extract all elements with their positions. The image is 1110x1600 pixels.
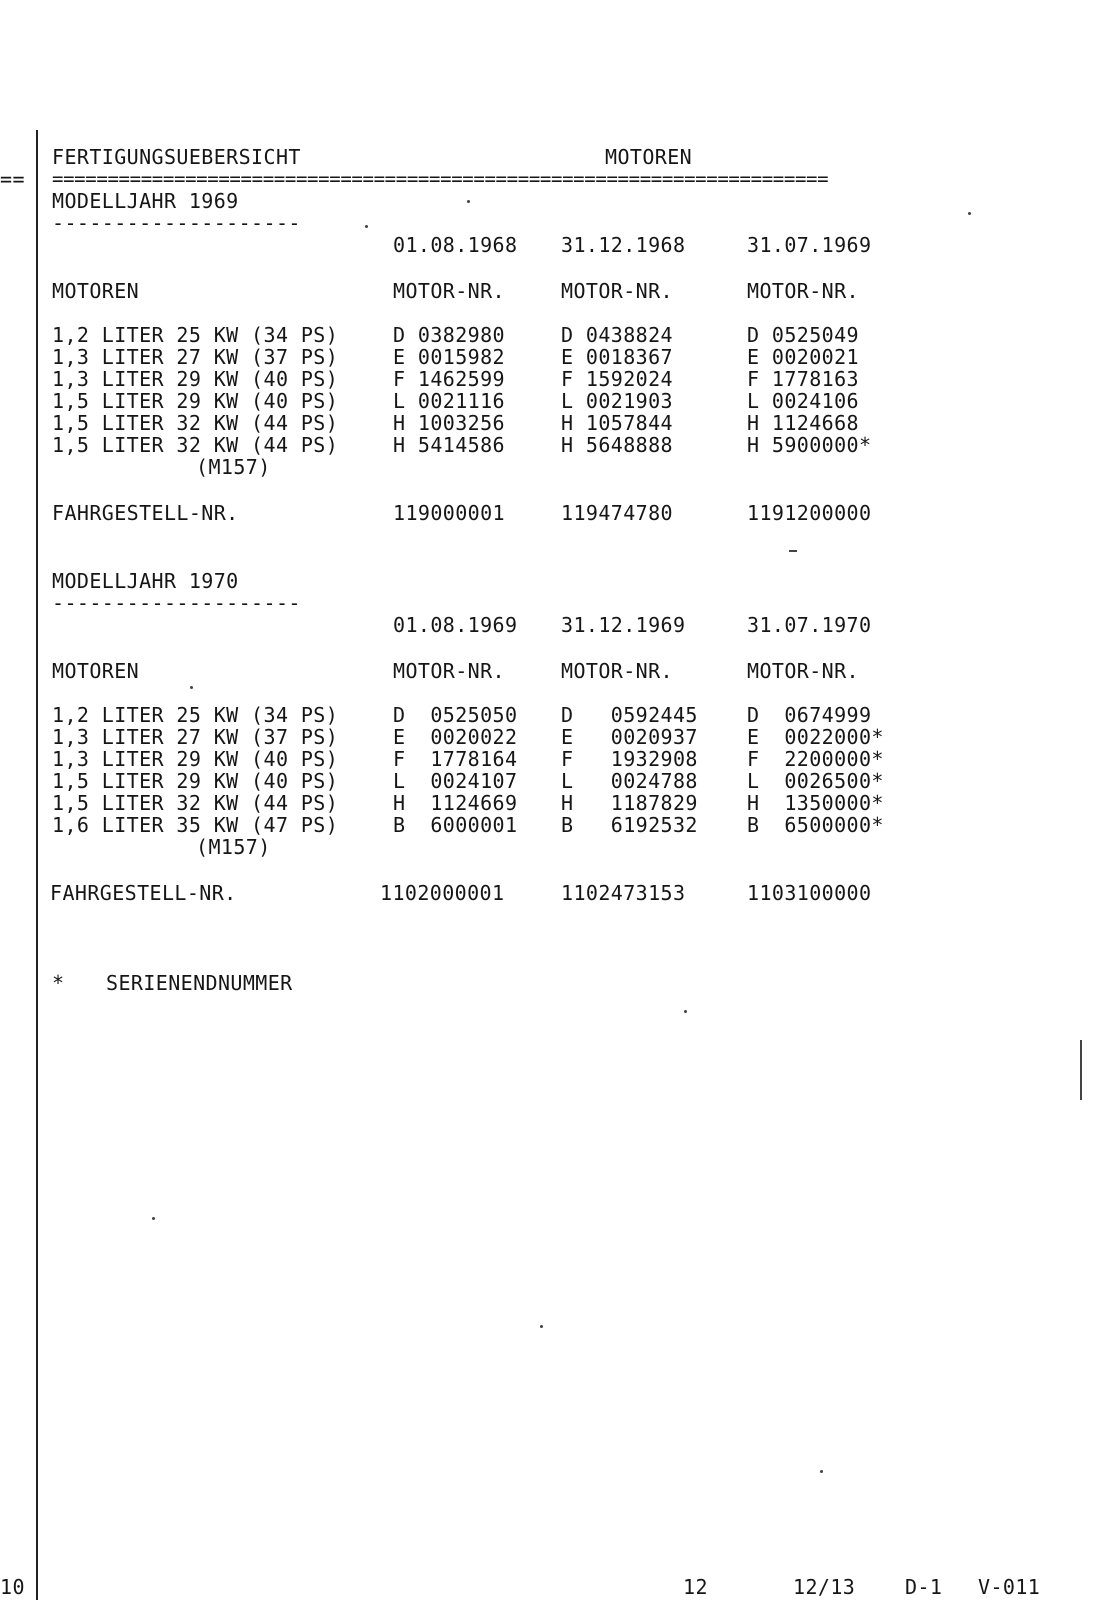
engine-desc: 1,5 LITER 29 KW (40 PS)	[52, 769, 339, 793]
engine-desc: 1,5 LITER 32 KW (44 PS)	[52, 433, 339, 457]
col-header-1: MOTOR-NR.	[393, 659, 505, 683]
motor-nr-end: D 0674999	[747, 703, 872, 727]
motor-nr-mid: F 1932908	[561, 747, 698, 771]
chassis-nr-end: 1103100000	[747, 881, 872, 905]
left-margin-rule	[36, 130, 38, 1600]
col-header-3: MOTOR-NR.	[747, 659, 859, 683]
scan-speck	[190, 686, 193, 689]
footer-page-count: 12/13	[793, 1575, 856, 1599]
chassis-nr-mid: 119474780	[561, 501, 673, 525]
footnote-text: SERIENENDNUMMER	[106, 971, 293, 995]
motor-nr-start: E 0015982	[393, 345, 505, 369]
motor-nr-end: F 2200000*	[747, 747, 884, 771]
scan-speck	[820, 1470, 823, 1473]
motor-nr-mid: L 0024788	[561, 769, 698, 793]
engine-desc: 1,5 LITER 32 KW (44 PS)	[52, 791, 339, 815]
date-col-2: 31.12.1968	[561, 233, 686, 257]
motor-nr-mid: E 0018367	[561, 345, 673, 369]
col-header-2: MOTOR-NR.	[561, 659, 673, 683]
date-col-3: 31.07.1970	[747, 613, 872, 637]
date-col-1: 01.08.1968	[393, 233, 518, 257]
motor-nr-start: F 1778164	[393, 747, 518, 771]
motor-nr-start: B 6000001	[393, 813, 518, 837]
footer-number: 12	[683, 1575, 708, 1599]
scan-speck	[540, 1325, 543, 1328]
motor-nr-end: L 0024106	[747, 389, 859, 413]
motors-label: MOTOREN	[52, 659, 140, 683]
engine-code-note: (M157)	[196, 835, 271, 859]
motor-nr-mid: D 0438824	[561, 323, 673, 347]
date-col-2: 31.12.1969	[561, 613, 686, 637]
section-underline: --------------------	[52, 591, 301, 615]
engine-code-note: (M157)	[196, 455, 271, 479]
motor-nr-end: E 0020021	[747, 345, 859, 369]
section-heading: MODELLJAHR 1969	[52, 189, 239, 213]
footer-code-v: V-011	[978, 1575, 1041, 1599]
col-header-1: MOTOR-NR.	[393, 279, 505, 303]
chassis-nr-start: 119000001	[393, 501, 505, 525]
footer-page-left: 10	[0, 1575, 25, 1599]
chassis-label: FAHRGESTELL-NR.	[52, 501, 239, 525]
engine-desc: 1,5 LITER 29 KW (40 PS)	[52, 389, 339, 413]
motor-nr-end: E 0022000*	[747, 725, 884, 749]
scan-speck	[684, 1010, 687, 1013]
engine-desc: 1,2 LITER 25 KW (34 PS)	[52, 323, 339, 347]
footnote-marker: *	[52, 971, 65, 995]
col-header-3: MOTOR-NR.	[747, 279, 859, 303]
section-heading: MODELLJAHR 1970	[52, 569, 239, 593]
motor-nr-start: H 1124669	[393, 791, 518, 815]
motor-nr-mid: D 0592445	[561, 703, 698, 727]
engine-desc: 1,5 LITER 32 KW (44 PS)	[52, 411, 339, 435]
motor-nr-end: B 6500000*	[747, 813, 884, 837]
left-marker: ==	[0, 167, 25, 191]
section-underline: --------------------	[52, 211, 301, 235]
chassis-label: FAHRGESTELL-NR.	[50, 881, 237, 905]
motor-nr-start: H 5414586	[393, 433, 505, 457]
scan-speck	[789, 550, 797, 552]
motor-nr-mid: E 0020937	[561, 725, 698, 749]
motor-nr-end: H 1350000*	[747, 791, 884, 815]
engine-desc: 1,3 LITER 27 KW (37 PS)	[52, 725, 339, 749]
motor-nr-mid: H 1057844	[561, 411, 673, 435]
scan-speck	[968, 212, 971, 215]
motor-nr-start: L 0024107	[393, 769, 518, 793]
motor-nr-start: H 1003256	[393, 411, 505, 435]
motor-nr-start: E 0020022	[393, 725, 518, 749]
motor-nr-start: D 0382980	[393, 323, 505, 347]
motor-nr-mid: H 5648888	[561, 433, 673, 457]
engine-desc: 1,6 LITER 35 KW (47 PS)	[52, 813, 339, 837]
scan-speck	[467, 200, 470, 203]
col-header-2: MOTOR-NR.	[561, 279, 673, 303]
date-col-1: 01.08.1969	[393, 613, 518, 637]
motor-nr-start: F 1462599	[393, 367, 505, 391]
motor-nr-mid: B 6192532	[561, 813, 698, 837]
engine-desc: 1,3 LITER 27 KW (37 PS)	[52, 345, 339, 369]
motor-nr-mid: F 1592024	[561, 367, 673, 391]
date-col-3: 31.07.1969	[747, 233, 872, 257]
document-title: FERTIGUNGSUEBERSICHT	[52, 145, 301, 169]
motor-nr-end: L 0026500*	[747, 769, 884, 793]
motor-nr-end: D 0525049	[747, 323, 859, 347]
motor-nr-mid: H 1187829	[561, 791, 698, 815]
motor-nr-end: H 5900000*	[747, 433, 872, 457]
scan-speck	[152, 1217, 155, 1220]
header-separator: ======================================================================	[52, 168, 829, 190]
motors-label: MOTOREN	[52, 279, 140, 303]
motor-nr-end: F 1778163	[747, 367, 859, 391]
motor-nr-start: D 0525050	[393, 703, 518, 727]
scan-speck	[365, 225, 368, 228]
chassis-nr-start: 1102000001	[380, 881, 505, 905]
engine-desc: 1,3 LITER 29 KW (40 PS)	[52, 367, 339, 391]
motor-nr-mid: L 0021903	[561, 389, 673, 413]
engine-desc: 1,3 LITER 29 KW (40 PS)	[52, 747, 339, 771]
chassis-nr-end: 1191200000	[747, 501, 872, 525]
scan-speck	[1080, 1040, 1082, 1100]
document-category: MOTOREN	[605, 145, 693, 169]
motor-nr-end: H 1124668	[747, 411, 859, 435]
footer-code-d: D-1	[905, 1575, 943, 1599]
chassis-nr-mid: 1102473153	[561, 881, 686, 905]
engine-desc: 1,2 LITER 25 KW (34 PS)	[52, 703, 339, 727]
motor-nr-start: L 0021116	[393, 389, 505, 413]
